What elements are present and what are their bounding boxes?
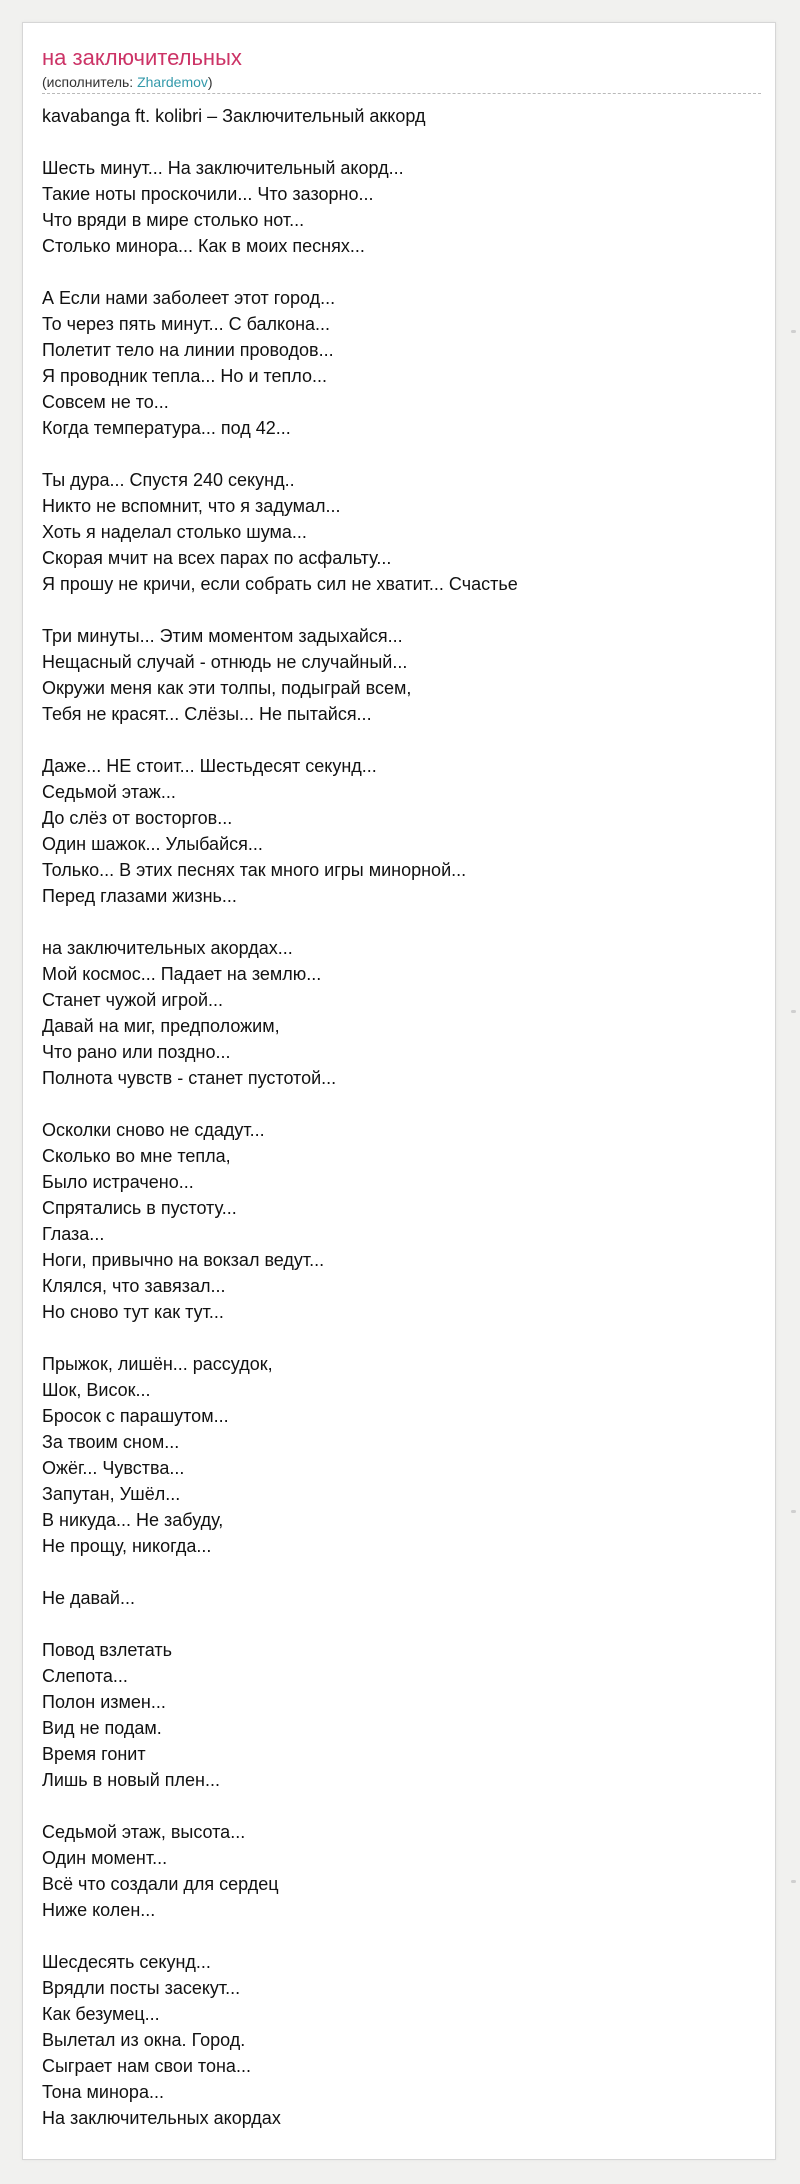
performer-suffix: ) [207,74,213,90]
scroll-marker [791,1010,796,1013]
lyric-line: Столько минора... Как в моих песнях... [42,236,365,256]
lyric-line: То через пять минут... С балкона... [42,314,331,334]
lyric-line: Мой космос... Падает на землю... [42,964,322,984]
lyric-line: Перед глазами жизнь... [42,886,237,906]
stanza-gap [42,259,518,285]
lyric-line: Спрятались в пустоту... [42,1198,237,1218]
lyric-line: Полнота чувств - станет пустотой... [42,1068,337,1088]
lyric-line: Сыграет нам свои тона... [42,2056,251,2076]
lyric-line: А Если нами заболеет этот город... [42,288,336,308]
lyric-line: Седьмой этаж, высота... [42,1822,246,1842]
stanza-gap [42,727,518,753]
lyric-line: Вид не подам. [42,1718,162,1738]
lyric-line: Всё что создали для сердец [42,1874,279,1894]
lyric-line: Глаза... [42,1224,105,1244]
lyric-line: Шесдесять секунд... [42,1952,211,1972]
song-heading: kavabanga ft. kolibri – Заключительный аккорд [42,106,426,126]
lyric-line: Такие ноты проскочили... Что зазорно... [42,184,374,204]
stanza-gap [42,1793,518,1819]
lyric-line: Ожёг... Чувства... [42,1458,185,1478]
lyric-line: Шок, Висок... [42,1380,151,1400]
lyric-line: Станет чужой игрой... [42,990,224,1010]
lyric-line: на заключительных акордах... [42,938,293,958]
lyric-line: Давай на миг, предположим, [42,1016,280,1036]
page-title: на заключительных [42,45,242,70]
stanza-gap [42,1923,518,1949]
lyric-line: Слепота... [42,1666,128,1686]
lyric-line: Было истрачено... [42,1172,194,1192]
lyric-line: Даже... НЕ стоит... Шестьдесят секунд... [42,756,377,776]
lyric-line: На заключительных акордах [42,2108,281,2128]
lyric-line: Когда температура... под 42... [42,418,291,438]
performer-link[interactable]: Zhardemov [137,74,208,90]
lyric-line: Нещасный случай - отнюдь не случайный... [42,652,408,672]
lyric-line: За твоим сном... [42,1432,180,1452]
lyric-line: Только... В этих песнях так много игры минорной... [42,860,467,880]
lyric-line: Не давай... [42,1588,135,1608]
lyric-line: Бросок с парашутом... [42,1406,229,1426]
lyric-line: Время гонит [42,1744,146,1764]
lyrics-card [22,22,776,2160]
lyric-line: Скорая мчит на всех парах по асфальту... [42,548,392,568]
lyric-line: Седьмой этаж... [42,782,176,802]
lyrics-text [42,155,518,2131]
scroll-marker [791,1510,796,1513]
lyric-line: Хоть я наделал столько шума... [42,522,307,542]
lyric-line: Полон измен... [42,1692,166,1712]
stanza-gap [42,909,518,935]
lyric-line: Ноги, привычно на вокзал ведут... [42,1250,325,1270]
stanza-gap [42,1611,518,1637]
scroll-marker [791,330,796,333]
lyric-line: Шесть минут... На заключительный акорд... [42,158,404,178]
lyric-line: Окружи меня как эти толпы, подыграй всем, [42,678,412,698]
lyric-line: Как безумец... [42,2004,160,2024]
performer-prefix: (исполнитель: [42,74,138,90]
lyric-line: Тона минора... [42,2082,164,2102]
stanza-gap [42,1091,518,1117]
scroll-marker [791,1880,796,1883]
lyric-line: Ниже колен... [42,1900,156,1920]
lyric-line: Совсем не то... [42,392,169,412]
lyric-line: Не прощу, никогда... [42,1536,212,1556]
lyric-line: Сколько во мне тепла, [42,1146,231,1166]
lyric-line: Осколки сново не сдадут... [42,1120,265,1140]
lyric-line: Никто не вспомнит, что я задумал... [42,496,341,516]
stanza-gap [42,597,518,623]
lyric-line: Повод взлетать [42,1640,173,1660]
performer-line [42,73,213,91]
stanza-gap [42,1325,518,1351]
stanza-gap [42,441,518,467]
lyric-line: Один момент... [42,1848,168,1868]
lyric-line: Вылетал из окна. Город. [42,2030,246,2050]
lyric-line: Врядли посты засекут... [42,1978,241,1998]
lyric-line: Один шажок... Улыбайся... [42,834,263,854]
stanza-gap [42,1559,518,1585]
lyric-line: Полетит тело на линии проводов... [42,340,334,360]
lyric-line: До слёз от восторгов... [42,808,233,828]
lyric-line: Клялся, что завязал... [42,1276,226,1296]
lyric-line: Лишь в новый плен... [42,1770,220,1790]
lyric-line: Прыжок, лишён... рассудок, [42,1354,273,1374]
lyric-line: Я проводник тепла... Но и тепло... [42,366,328,386]
lyric-line: Но сново тут как тут... [42,1302,224,1322]
lyric-line: Запутан, Ушёл... [42,1484,181,1504]
lyric-line: Что рано или поздно... [42,1042,231,1062]
lyric-line: Что вряди в мире столько нот... [42,210,305,230]
lyric-line: Ты дура... Спустя 240 секунд.. [42,470,295,490]
lyric-line: В никуда... Не забуду, [42,1510,224,1530]
lyric-line: Три минуты... Этим моментом задыхайся... [42,626,403,646]
lyric-line: Тебя не красят... Слёзы... Не пытайся... [42,704,372,724]
lyric-line: Я прошу не кричи, если собрать сил не хватит... Счастье [42,574,518,594]
dashed-divider [42,93,761,94]
